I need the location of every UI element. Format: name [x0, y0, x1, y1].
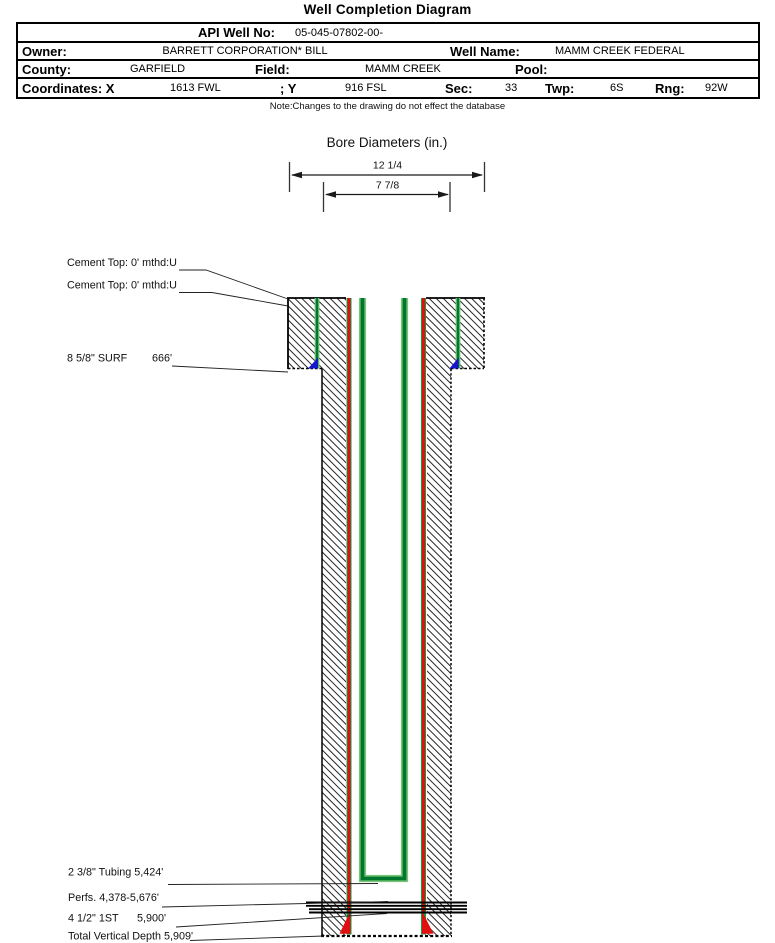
county-value: GARFIELD [130, 63, 186, 75]
api-value: 05-045-07802-00- [295, 26, 384, 39]
label-cement-top-2: Cement Top: 0' mthd:U [67, 279, 177, 292]
bore-inner-diameter-label: 7 7/8 [375, 179, 400, 192]
api-label: API Well No: [197, 25, 275, 40]
field-label: Field: [255, 61, 290, 77]
well-name-label: Well Name: [450, 43, 520, 59]
leader-surface-casing [172, 366, 288, 372]
leader-cement-top-2 [179, 293, 288, 307]
cement-hatch-top-right [426, 298, 484, 369]
owner-value: BARRETT CORPORATION* BILL [162, 45, 328, 57]
label-production-casing-depth: 5,900' [137, 912, 167, 925]
label-tvd: Total Vertical Depth 5,909' [68, 930, 194, 943]
label-production-casing: 4 1/2" 1ST [68, 912, 119, 925]
bore-diameters-title: Bore Diameters (in.) [326, 135, 448, 150]
dim-arrow-outer-left [291, 172, 302, 178]
cement-hatch-lower-right [427, 369, 451, 936]
rng-label: Rng: [655, 80, 685, 96]
page-title: Well Completion Diagram [303, 2, 472, 17]
label-surface-casing-depth: 666' [152, 352, 173, 365]
label-surface-casing: 8 5/8" SURF [67, 352, 128, 365]
tubing-string-outer [363, 298, 405, 879]
rng-value: 92W [705, 82, 728, 94]
coordinates-x-value: 1613 FWL [170, 82, 221, 94]
cement-hatch-lower-left [322, 369, 346, 936]
leader-production-casing [176, 914, 387, 928]
twp-value: 6S [610, 82, 624, 94]
dim-arrow-inner-left [325, 191, 336, 197]
leader-tvd [190, 936, 324, 941]
database-note: Note:Changes to the drawing do not effect the database [269, 101, 506, 112]
pool-label: Pool: [515, 61, 548, 77]
county-label: County: [22, 61, 72, 77]
dim-arrow-outer-right [472, 172, 483, 178]
field-value: MAMM CREEK [365, 63, 441, 75]
coordinates-y-label: ; Y [280, 80, 297, 96]
bore-outer-diameter-label: 12 1/4 [372, 159, 403, 172]
owner-label: Owner: [22, 43, 67, 59]
twp-label: Twp: [545, 80, 575, 96]
coordinates-label: Coordinates: X [22, 80, 115, 96]
leader-cement-top-1 [179, 270, 288, 299]
sec-value: 33 [505, 82, 518, 94]
dim-arrow-inner-right [438, 191, 449, 197]
label-tubing: 2 3/8" Tubing 5,424' [68, 866, 164, 879]
well-name-value: MAMM CREEK FEDERAL [555, 45, 685, 57]
sec-label: Sec: [445, 80, 473, 96]
label-cement-top-1: Cement Top: 0' mthd:U [67, 257, 177, 269]
tubing-string [363, 298, 405, 879]
coordinates-y-value: 916 FSL [345, 82, 387, 94]
label-perfs: Perfs. 4,378-5,676' [68, 892, 159, 904]
